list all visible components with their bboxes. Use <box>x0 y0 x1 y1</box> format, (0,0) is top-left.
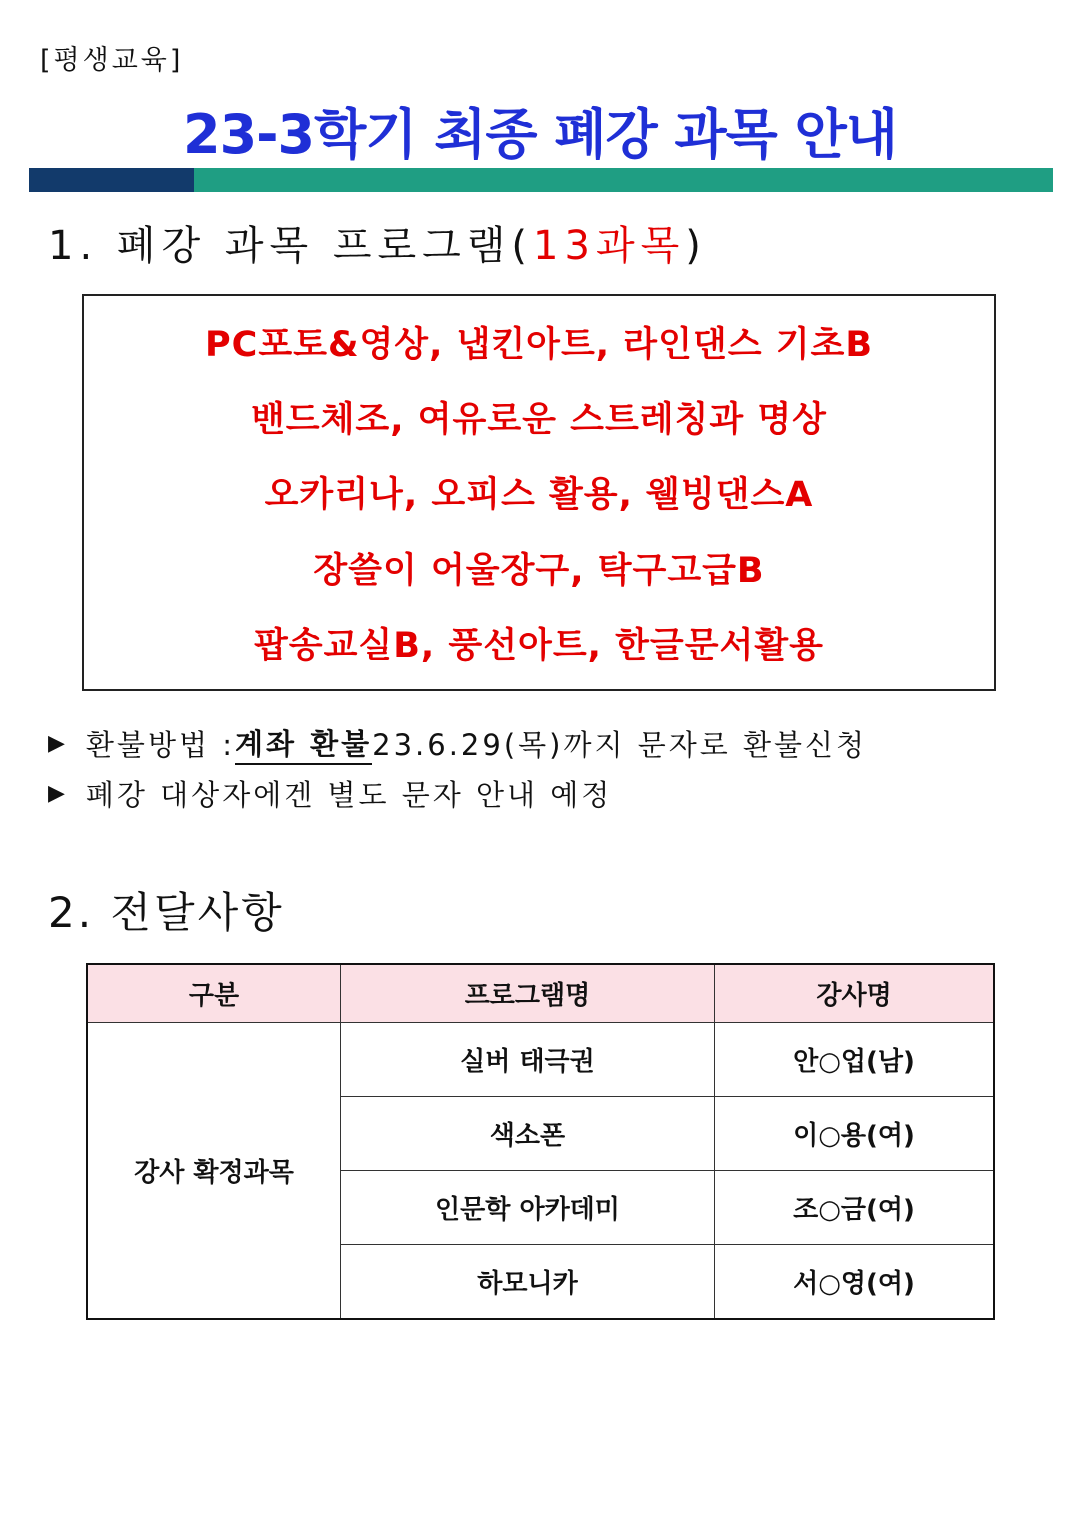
column-header: 구분 <box>87 964 340 1023</box>
category-cell: 강사 확정과목 <box>87 1023 340 1320</box>
notice-note <box>48 768 867 818</box>
instructor-cell: 안○업(남) <box>715 1023 994 1097</box>
divider-teal-segment <box>194 168 1053 192</box>
column-header: 프로그램명 <box>340 964 714 1023</box>
column-header: 강사명 <box>715 964 994 1023</box>
bullet-triangle-icon: ▶ <box>48 730 68 756</box>
section2-heading: 2. 전달사항 <box>48 888 285 937</box>
notes-list <box>48 718 867 818</box>
instructor-table <box>86 963 995 1320</box>
course-line: 밴드체조, 여유로운 스트레칭과 명상 <box>250 400 827 441</box>
section1-heading-suffix: ) <box>685 223 707 269</box>
course-line: 장쓸이 어울장구, 탁구고급B <box>313 550 765 591</box>
refund-method: 계좌 환불 <box>235 722 372 765</box>
page-title: 23-3학기 최종 폐강 과목 안내 <box>183 103 897 166</box>
table-header-row <box>87 964 994 1023</box>
section1-heading <box>48 214 707 271</box>
refund-suffix: 23.6.29(목)까지 문자로 환불신청 <box>372 727 868 762</box>
program-cell: 실버 태극권 <box>340 1023 714 1097</box>
course-line: PC포토&영상, 냅킨아트, 라인댄스 기초B <box>204 324 874 365</box>
title-divider <box>29 168 1053 192</box>
notice-text: 폐강 대상자에겐 별도 문자 안내 예정 <box>85 777 613 812</box>
program-cell: 하모니카 <box>340 1245 714 1320</box>
divider-dark-segment <box>29 168 194 192</box>
instructor-cell: 이○용(여) <box>715 1097 994 1171</box>
instructor-cell: 조○금(여) <box>715 1171 994 1245</box>
refund-note <box>48 718 867 768</box>
cancelled-courses-box <box>82 294 996 691</box>
program-cell: 색소폰 <box>340 1097 714 1171</box>
instructor-cell: 서○영(여) <box>715 1245 994 1320</box>
course-line: 팝송교실B, 풍선아트, 한글문서활용 <box>254 626 824 667</box>
bullet-triangle-icon: ▶ <box>48 780 68 806</box>
program-cell: 인문학 아카데미 <box>340 1171 714 1245</box>
section1-heading-count: 13과목 <box>533 223 686 269</box>
course-line: 오카리나, 오피스 활용, 웰빙댄스A <box>264 475 814 516</box>
table-row <box>87 1023 994 1097</box>
category-tag: [평생교육] <box>40 45 184 76</box>
refund-prefix: 환불방법 : <box>85 727 235 762</box>
section1-heading-prefix: 1. 폐강 과목 프로그램( <box>48 223 534 269</box>
